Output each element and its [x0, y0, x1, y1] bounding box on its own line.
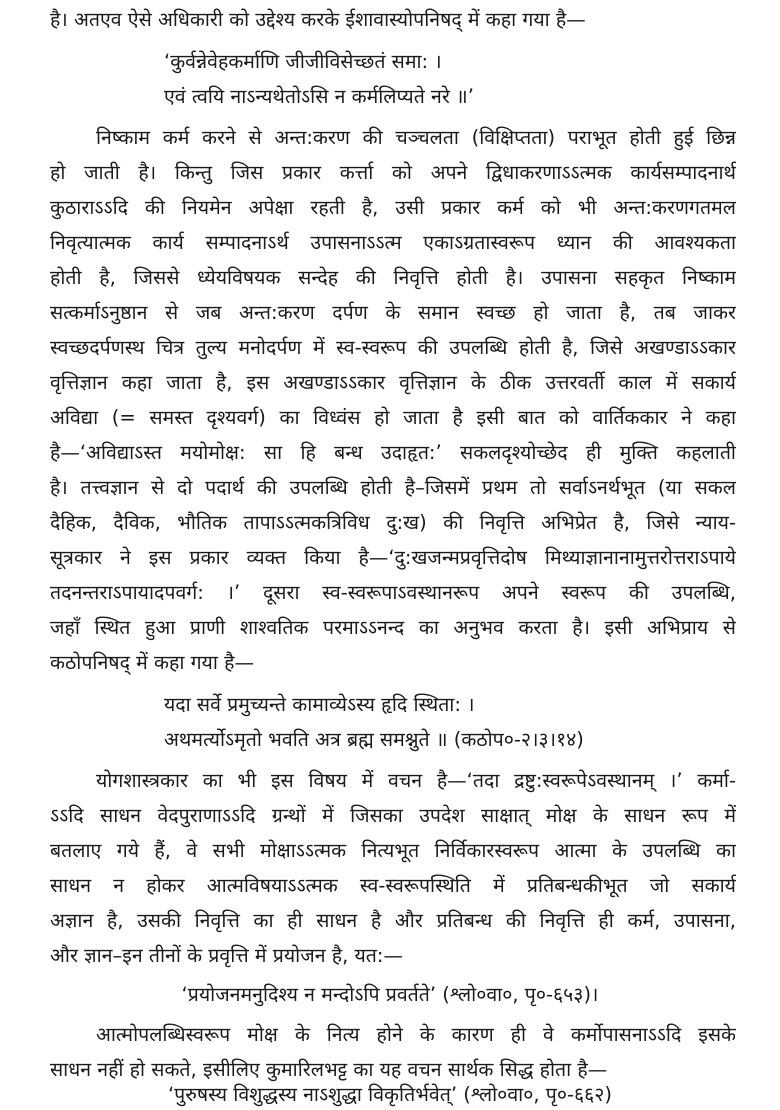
- paragraph-line: हो जाती है। किन्तु जिस प्रकार कर्त्ता को अपने द्विधाकरणाऽऽत्मक कार्यसम्पादनार्थ: [50, 161, 736, 184]
- paragraph-line: योगशास्त्रकार का भी इस विषय में वचन है—‘तदा द्रष्टु:स्वरूपेऽवस्थानम् ।’ कर्मा-: [96, 769, 736, 792]
- verse-line: यदा सर्वे प्रमुच्यन्ते कामाव्येऽस्य हृदि स्थिता: ।: [164, 693, 475, 716]
- paragraph-line: है—‘अविद्याऽस्त मयोमोक्ष: सा हि बन्ध उदाहृत:’ सकलदृश्योच्छेद ही मुक्ति कहलाती: [50, 441, 736, 464]
- paragraph-line: ऽऽदि साधन वेदपुराणाऽऽदि ग्रन्थों में जिसका उपदेश साक्षात् मोक्ष के साधन रूप में: [50, 804, 736, 827]
- verse-line: अथमर्त्योऽमृतो भवति अत्र ब्रह्म समश्नुते ॥ (कठोप०-२।३।१४): [164, 728, 584, 751]
- paragraph-line: कुठाराऽऽदि की नियमेन अपेक्षा रहती है, उसी प्रकार कर्म को भी अन्त:करणगतमल: [50, 196, 736, 219]
- paragraph-line: स्वच्छदर्पणस्थ चित्र तुल्य मनोदर्पण में स्व-स्वरूप की उपलब्धि होती है, जिसे अखण्डाऽऽकार: [50, 336, 736, 359]
- paragraph-line: अविद्या (= समस्त दृश्यवर्ग) का विध्वंस हो जाता है इसी बात को वार्तिककार ने कहा: [50, 406, 736, 429]
- paragraph-line: तदनन्तराऽपायादपवर्ग: ।’ दूसरा स्व-स्वरूपाऽवस्थानरूप अपने स्वरूप की उपलब्धि,: [50, 581, 736, 604]
- verse-line: एवं त्वयि नाऽन्यथेतोऽसि न कर्मलिप्यते नरे ॥’: [164, 85, 474, 108]
- citation-quote: ‘प्रयोजनमनुदिश्य न मन्दोऽपि प्रवर्तते’ (श्लो०वा०, पृ०-६५३)।: [181, 983, 599, 1006]
- paragraph-line: होती है, जिससे ध्येयविषयक सन्देह की निवृत्ति होती है। उपासना सहकृत निष्काम: [50, 266, 736, 289]
- paragraph-line: सूत्रकार ने इस प्रकार व्यक्त किया है—‘दु:खजन्मप्रवृत्तिदोष मिथ्याज्ञानानामुत्तरोत्तराऽपाये: [50, 546, 736, 569]
- paragraph-line: और ज्ञान–इन तीनों के प्रवृत्ति में प्रयोजन है, यत:—: [50, 944, 403, 967]
- paragraph-line: निष्काम कर्म करने से अन्त:करण की चञ्चलता (विक्षिप्तता) पराभूत होती हुई छिन्न: [96, 126, 736, 149]
- paragraph-line: साधन न होकर आत्मविषयाऽऽत्मक स्व-स्वरूपस्थिति में प्रतिबन्धकीभूत जो सकार्य: [50, 874, 736, 897]
- verse-line: ‘कुर्वन्नेवेहकर्माणि जीजीविसेच्छतं समा: ।: [164, 50, 442, 73]
- paragraph-line: वृत्तिज्ञान कहा जाता है, इस अखण्डाऽऽकार वृत्तिज्ञान के ठीक उत्तरवर्ती काल में सकार्य: [50, 371, 736, 394]
- paragraph-line: सत्कर्माऽनुष्ठान से जब अन्त:करण दर्पण के समान स्वच्छ हो जाता है, तब जाकर: [50, 301, 736, 324]
- paragraph-line: है। तत्त्वज्ञान से दो पदार्थ की उपलब्धि होती है–जिसमें प्रथम तो सर्वाऽनर्थभूत (या सकल: [50, 476, 736, 499]
- paragraph-line: दैहिक, दैविक, भौतिक तापाऽऽत्मकत्रिविध दु:ख) की निवृत्ति अभिप्रेत है, जिसे न्याय-: [50, 511, 736, 534]
- paragraph-line: निवृत्यात्मक कार्य सम्पादनाऽर्थ उपासनाऽऽत्म एकाऽग्रतास्वरूप ध्यान की आवश्यकता: [50, 231, 736, 254]
- paragraph-line: बतलाए गये हैं, वे सभी मोक्षाऽऽत्मक नित्यभूत निर्विकारस्वरूप आत्मा के उपलब्धि का: [50, 839, 736, 862]
- paragraph-line: कठोपनिषद् में कहा गया है—: [50, 651, 254, 674]
- paragraph-line: अज्ञान है, उसकी निवृत्ति का ही साधन है और प्रतिबन्ध की निवृत्ति ही कर्म, उपासना,: [50, 909, 736, 932]
- intro-line: है। अतएव ऐसे अधिकारी को उद्देश्य करके ईशावास्योपनिषद् में कहा गया है—: [50, 8, 586, 31]
- paragraph-line: आत्मोपलब्धिस्वरूप मोक्ष के नित्य होने के कारण ही वे कर्मोपासनाऽऽदि इसके: [96, 1023, 736, 1046]
- paragraph-line: साधन नहीं हो सकते, इसीलिए कुमारिलभट्ट का यह वचन सार्थक सिद्ध होता है—: [50, 1058, 608, 1081]
- citation-quote: ‘पुरुषस्य विशुद्धस्य नाऽशुद्धा विकृतिर्भवेत्’ (श्लो०वा०, पृ०-६६२): [167, 1083, 613, 1106]
- paragraph-line: जहाँ स्थित हुआ प्राणी शाश्वतिक परमाऽऽनन्द का अनुभव करता है। इसी अभिप्राय से: [50, 616, 736, 639]
